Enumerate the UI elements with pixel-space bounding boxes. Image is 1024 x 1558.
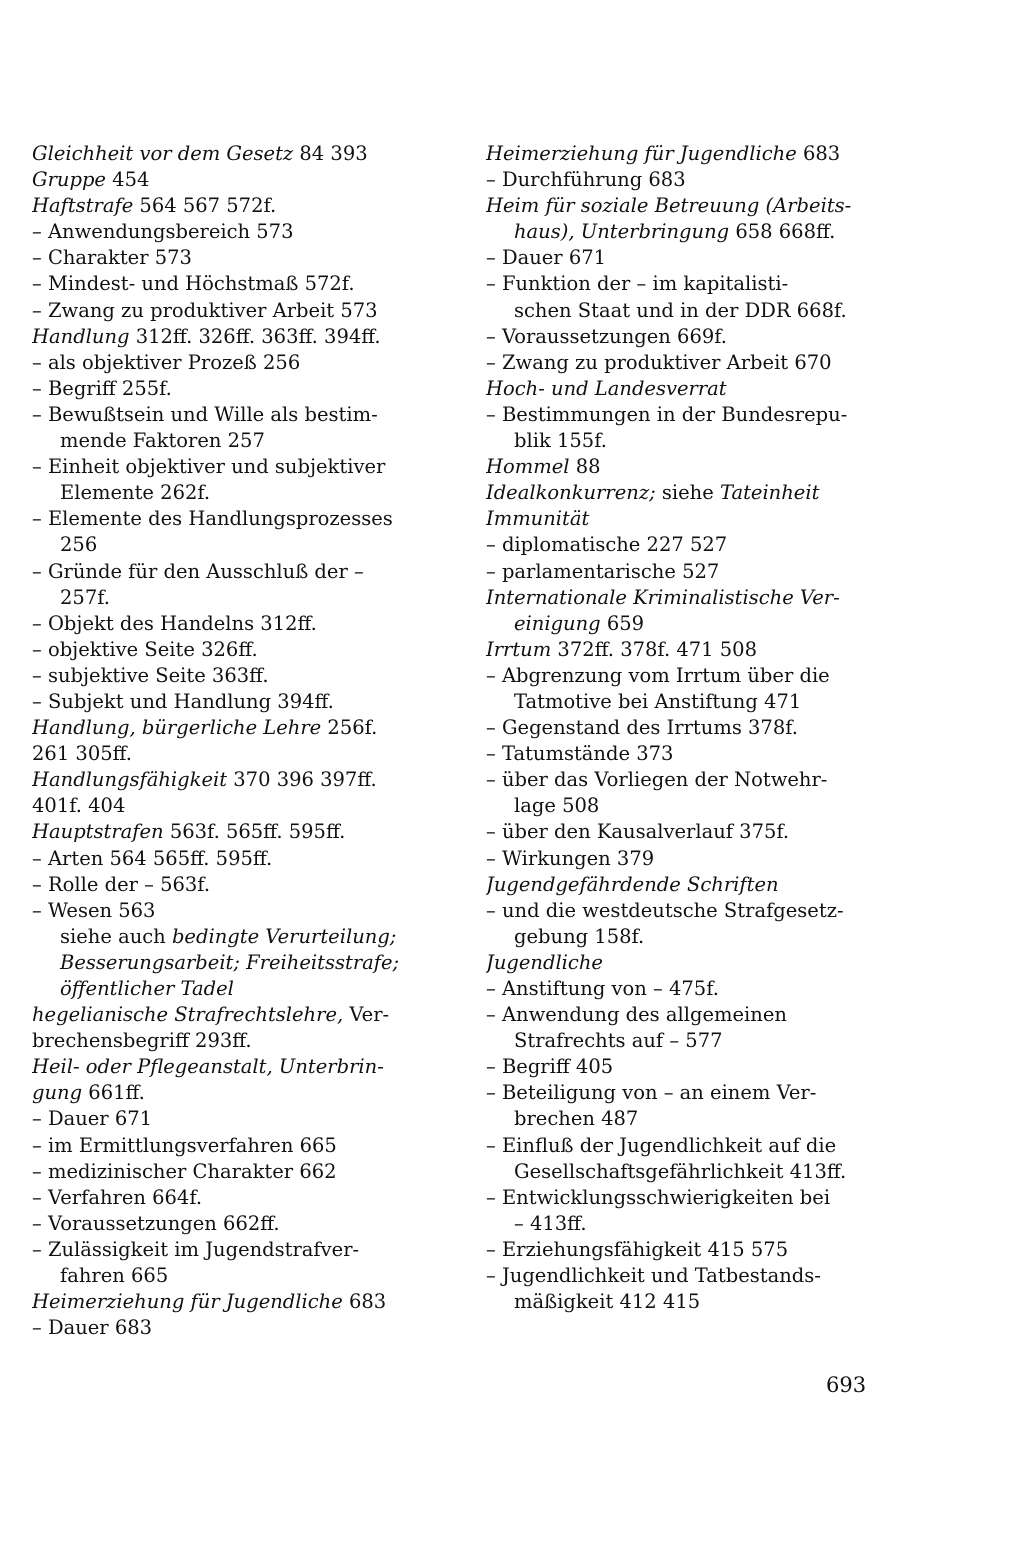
index-entry-line xyxy=(32,1106,422,1132)
index-entry-line xyxy=(486,1289,878,1315)
index-entry-term xyxy=(486,376,878,402)
index-entry-line xyxy=(486,1211,878,1237)
index-entry-term xyxy=(32,167,422,193)
index-entry-line xyxy=(486,741,878,767)
index-entry-line xyxy=(486,271,878,297)
index-entry-line xyxy=(32,924,422,950)
index-references: 84 393 xyxy=(293,142,368,165)
index-term: Haftstrafe xyxy=(32,194,134,218)
index-entry-line xyxy=(32,872,422,898)
index-references: – Funktion der – im kapitalisti- xyxy=(486,272,789,296)
index-column-left xyxy=(32,141,422,1341)
index-term: Immunität xyxy=(486,507,590,531)
index-references: mäßigkeit 412 415 xyxy=(514,1290,701,1314)
index-entry-line xyxy=(32,480,422,506)
index-references: 661ff. xyxy=(82,1081,145,1105)
index-column-right xyxy=(486,141,878,1315)
index-entry-line xyxy=(486,715,878,741)
index-references: siehe auch xyxy=(60,924,172,948)
index-entry-term xyxy=(486,219,878,245)
index-references: – Charakter 573 xyxy=(32,246,192,270)
index-entry-line xyxy=(32,454,422,480)
index-term: Idealkonkurrenz; xyxy=(486,481,656,505)
index-references: – Anstiftung von – 475f. xyxy=(486,977,719,1000)
index-entry-line xyxy=(486,898,878,924)
index-entry-term xyxy=(486,454,878,480)
index-entry-term xyxy=(486,480,878,506)
index-entry-line xyxy=(486,1185,878,1211)
index-references: – Verfahren 664f. xyxy=(32,1185,203,1209)
index-references: lage 508 xyxy=(514,794,600,818)
index-references: – parlamentarische 527 xyxy=(486,559,720,583)
index-references: 564 567 572f. xyxy=(133,194,277,218)
index-entry-line xyxy=(32,350,422,376)
index-entry-line xyxy=(32,376,422,402)
index-references: – Wesen 563 xyxy=(32,898,156,922)
index-entry-line xyxy=(486,819,878,845)
index-entry-term xyxy=(32,1289,422,1315)
index-references: Elemente 262f. xyxy=(60,481,211,505)
index-references: fahren 665 xyxy=(60,1264,169,1288)
index-references: – als objektiver Prozeß 256 xyxy=(32,350,301,374)
index-term: Gruppe xyxy=(32,168,106,192)
index-entry-term xyxy=(32,193,422,219)
index-references: – Gründe für den Ausschluß der – xyxy=(32,559,364,583)
index-references: 401f. 404 xyxy=(32,794,126,818)
index-entry-line xyxy=(486,559,878,585)
index-entry-line xyxy=(486,1263,878,1289)
index-term: Gleichheit vor dem Gesetz xyxy=(32,142,294,165)
index-references: blik 155f. xyxy=(514,429,607,453)
index-term: hegelianische Strafrechtslehre, xyxy=(32,1003,344,1027)
index-references: – Anwendung des allgemeinen xyxy=(486,1003,787,1027)
index-references: 256 xyxy=(60,533,98,557)
index-term: Heim für soziale Betreuung (Arbeits- xyxy=(486,194,852,218)
index-cross-reference: öffentlicher Tadel xyxy=(60,977,234,1000)
index-entry-line xyxy=(32,898,422,924)
index-entry-line xyxy=(486,1028,878,1054)
index-term: Hauptstrafen xyxy=(32,820,164,844)
index-references: – Wirkungen 379 xyxy=(486,846,655,870)
index-references: – Objekt des Handelns 312ff. xyxy=(32,611,317,635)
index-entry-line xyxy=(32,1185,422,1211)
index-references: Tatmotive bei Anstiftung 471 xyxy=(514,689,802,713)
index-entry-line xyxy=(32,846,422,872)
index-references: 372ff. 378f. 471 508 xyxy=(551,637,757,661)
index-entry-line xyxy=(486,689,878,715)
index-term: Handlung, bürgerliche Lehre xyxy=(32,716,322,740)
index-entry-line xyxy=(32,1211,422,1237)
index-entry-term xyxy=(486,141,878,167)
index-references: brechen 487 xyxy=(514,1107,639,1131)
index-entry-term xyxy=(486,872,878,898)
index-references: – Begriff 405 xyxy=(486,1055,614,1079)
index-entry-line xyxy=(486,402,878,428)
index-entry-line xyxy=(32,793,422,819)
index-references: Ver- xyxy=(343,1003,390,1027)
index-references: – Zwang zu produktiver Arbeit 670 xyxy=(486,350,832,374)
index-term: Hoch- und Landesverrat xyxy=(486,376,727,400)
index-references: – Beteiligung von – an einem Ver- xyxy=(486,1081,817,1105)
index-references: brechensbegriff 293ff. xyxy=(32,1029,252,1053)
index-cross-reference: Tateinheit xyxy=(719,481,820,505)
index-references: – über den Kausalverlauf 375f. xyxy=(486,820,790,844)
index-references: Gesellschaftsgefährlichkeit 413ff. xyxy=(514,1159,847,1183)
index-entry-line xyxy=(32,1028,422,1054)
index-entry-line xyxy=(486,532,878,558)
index-entry-line xyxy=(32,532,422,558)
index-references: – Elemente des Handlungsprozesses xyxy=(32,507,393,531)
index-references: 256f. xyxy=(321,716,378,740)
index-references: 659 xyxy=(600,611,645,635)
index-references: – im Ermittlungsverfahren 665 xyxy=(32,1133,337,1157)
index-references: – Jugendlichkeit und Tatbestands- xyxy=(486,1264,821,1288)
index-references: – diplomatische 227 527 xyxy=(486,533,728,557)
index-references: 257f. xyxy=(60,585,110,609)
index-term: Hommel xyxy=(486,455,570,479)
index-references: – Begriff 255f. xyxy=(32,376,172,400)
index-references: – objektive Seite 326ff. xyxy=(32,637,258,661)
index-entry-line xyxy=(486,298,878,324)
index-entry-line xyxy=(32,1263,422,1289)
index-entry-line xyxy=(486,245,878,271)
index-entry-line xyxy=(486,1054,878,1080)
index-entry-line xyxy=(486,1002,878,1028)
index-entry-line xyxy=(32,689,422,715)
index-references: 683 xyxy=(796,142,841,165)
index-term: Handlungsfähigkeit xyxy=(32,768,228,792)
index-term: haus), Unterbringung xyxy=(514,220,730,244)
index-entry-line xyxy=(32,741,422,767)
index-entry-line xyxy=(32,219,422,245)
index-entry-term xyxy=(32,1080,422,1106)
index-entry-line xyxy=(32,611,422,637)
index-entry-line xyxy=(486,793,878,819)
index-term: Jugendgefährdende Schriften xyxy=(486,872,779,896)
index-entry-term xyxy=(32,819,422,845)
index-entry-line xyxy=(32,506,422,532)
index-entry-line xyxy=(486,350,878,376)
index-entry-line xyxy=(486,846,878,872)
index-entry-line xyxy=(486,976,878,1002)
index-references: – 413ff. xyxy=(514,1211,587,1235)
index-references: – Bewußtsein und Wille als bestim- xyxy=(32,402,378,426)
index-entry-line xyxy=(32,245,422,271)
index-entry-line xyxy=(32,976,422,1002)
index-entry-line xyxy=(486,1133,878,1159)
index-references: – Tatumstände 373 xyxy=(486,742,674,766)
index-entry-line xyxy=(486,324,878,350)
index-entry-line xyxy=(32,298,422,324)
index-references: – Abgrenzung vom Irrtum über die xyxy=(486,663,830,687)
index-references: – medizinischer Charakter 662 xyxy=(32,1159,337,1183)
index-entry-line xyxy=(486,1159,878,1185)
index-references: – Einfluß der Jugendlichkeit auf die xyxy=(486,1133,837,1157)
index-references: – Dauer 671 xyxy=(32,1107,153,1131)
index-references: – subjektive Seite 363ff. xyxy=(32,663,269,687)
index-entry-term xyxy=(32,715,422,741)
index-entry-line xyxy=(486,1237,878,1263)
index-references: – Anwendungsbereich 573 xyxy=(32,220,294,244)
page-number: 693 xyxy=(826,1373,867,1397)
index-references: – Voraussetzungen 662ff. xyxy=(32,1211,280,1235)
index-entry-line xyxy=(32,1133,422,1159)
index-references: 683 xyxy=(342,1290,387,1314)
index-entry-line xyxy=(32,663,422,689)
index-references: 261 305ff. xyxy=(32,742,132,766)
index-references: gebung 158f. xyxy=(514,924,645,948)
index-references: – Dauer 683 xyxy=(32,1316,153,1340)
index-entry-term xyxy=(486,637,878,663)
index-entry-term xyxy=(486,950,878,976)
index-references: – Dauer 671 xyxy=(486,246,607,270)
index-entry-term xyxy=(486,585,878,611)
index-references: 454 xyxy=(105,168,150,192)
index-entry-term xyxy=(32,1054,422,1080)
index-references: – Voraussetzungen 669f. xyxy=(486,324,727,348)
index-references: 370 396 397ff. xyxy=(227,768,377,792)
index-references: – Arten 564 565ff. 595ff. xyxy=(32,846,273,870)
index-entry-line xyxy=(32,428,422,454)
index-term: Handlung xyxy=(32,324,130,348)
index-entry-line xyxy=(486,167,878,193)
index-term: einigung xyxy=(514,611,601,635)
index-references: 312ff. 326ff. 363ff. 394ff. xyxy=(129,324,381,348)
index-entry-line xyxy=(32,1315,422,1341)
index-entry-line xyxy=(32,559,422,585)
index-entry-line xyxy=(32,271,422,297)
index-entry-term xyxy=(486,611,878,637)
index-entry-line xyxy=(32,637,422,663)
index-entry-line xyxy=(486,428,878,454)
index-references: siehe xyxy=(655,481,720,505)
index-references: – über das Vorliegen der Notwehr- xyxy=(486,768,828,792)
index-entry-line xyxy=(32,402,422,428)
index-references: – und die westdeutsche Strafgesetz- xyxy=(486,898,844,922)
index-references: schen Staat und in der DDR 668f. xyxy=(514,298,847,322)
index-term: Heil- oder Pflegeanstalt, Unterbrin- xyxy=(32,1055,384,1079)
index-references: – Rolle der – 563f. xyxy=(32,872,211,896)
index-entry-line xyxy=(32,1237,422,1263)
index-term: Heimerziehung für Jugendliche xyxy=(32,1290,343,1314)
index-references: – Einheit objektiver und subjektiver xyxy=(32,455,386,479)
index-term: Jugendliche xyxy=(486,950,603,974)
index-references: – Gegenstand des Irrtums 378f. xyxy=(486,716,798,740)
index-references: – Durchführung 683 xyxy=(486,168,686,192)
index-entry-line xyxy=(486,663,878,689)
index-references: – Zulässigkeit im Jugendstrafver- xyxy=(32,1237,360,1261)
index-entry-line xyxy=(32,585,422,611)
index-entry-term xyxy=(486,506,878,532)
index-references: – Zwang zu produktiver Arbeit 573 xyxy=(32,298,378,322)
index-entry-line xyxy=(486,767,878,793)
index-entry-term xyxy=(32,1002,422,1028)
index-cross-reference: Besserungsarbeit; Freiheitsstrafe; xyxy=(60,950,400,974)
index-entry-term xyxy=(32,141,422,167)
index-entry-term xyxy=(32,767,422,793)
index-term: Heimerziehung für Jugendliche xyxy=(486,142,797,165)
index-cross-reference: bedingte Verurteilung; xyxy=(171,924,397,948)
index-references: 658 668ff. xyxy=(729,220,836,244)
index-entry-line xyxy=(486,924,878,950)
index-entry-line xyxy=(32,950,422,976)
index-references: – Subjekt und Handlung 394ff. xyxy=(32,689,334,713)
index-references: 563f. 565ff. 595ff. xyxy=(163,820,346,844)
index-references: – Entwicklungsschwierigkeiten bei xyxy=(486,1185,831,1209)
index-entry-line xyxy=(486,1080,878,1106)
index-entry-term xyxy=(32,324,422,350)
index-term: Irrtum xyxy=(486,637,552,661)
index-entry-term xyxy=(486,193,878,219)
index-entry-line xyxy=(32,1159,422,1185)
index-references: – Bestimmungen in der Bundesrepu- xyxy=(486,402,848,426)
index-references: – Mindest- und Höchstmaß 572f. xyxy=(32,272,355,296)
index-term: gung xyxy=(32,1081,83,1105)
index-references: – Erziehungsfähigkeit 415 575 xyxy=(486,1237,789,1261)
index-entry-line xyxy=(486,1106,878,1132)
index-term: Internationale Kriminalistische Ver- xyxy=(486,585,840,609)
index-references: 88 xyxy=(569,455,601,479)
index-references: Strafrechts auf – 577 xyxy=(514,1029,723,1053)
index-references: mende Faktoren 257 xyxy=(60,429,265,453)
